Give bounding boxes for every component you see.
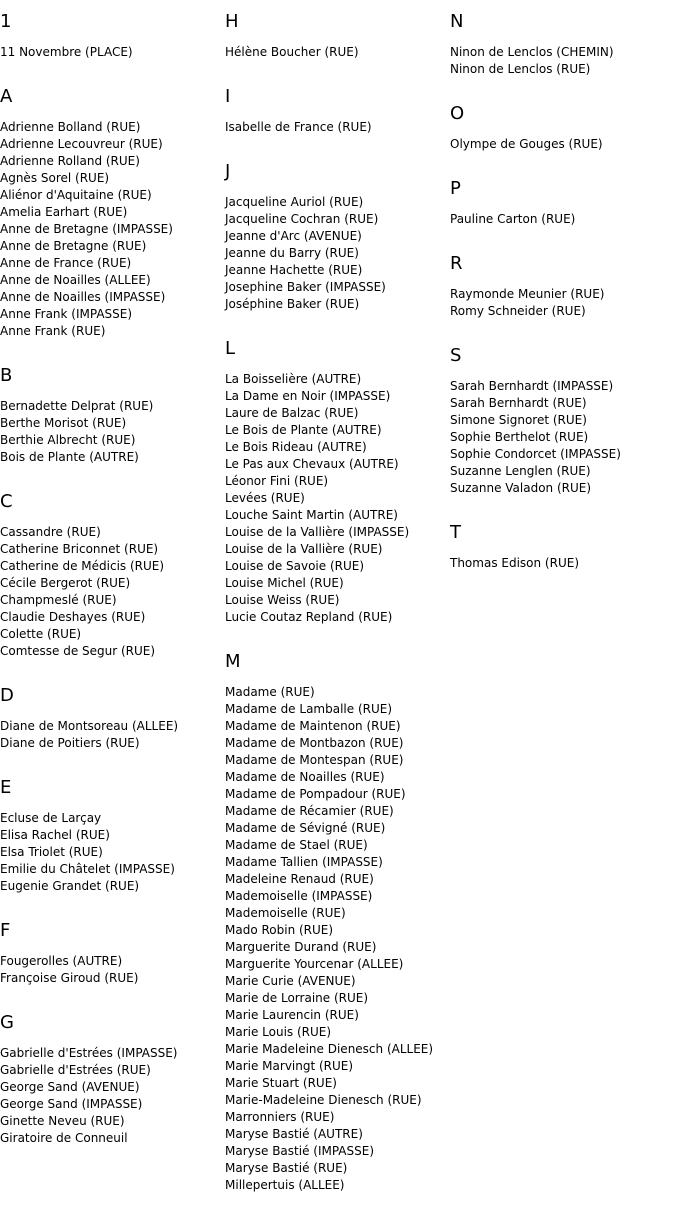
letter-heading: P: [450, 178, 461, 199]
street-link[interactable]: Madame (RUE): [225, 685, 315, 699]
street-link[interactable]: Levées (RUE): [225, 491, 305, 505]
street-link[interactable]: Sarah Bernhardt (IMPASSE): [450, 379, 614, 393]
street-link[interactable]: Louche Saint Martin (AUTRE): [225, 508, 398, 522]
street-link[interactable]: Diane de Montsoreau (ALLEE): [0, 719, 179, 733]
street-link[interactable]: Berthe Morisot (RUE): [0, 416, 127, 430]
street-link[interactable]: Marguerite Yourcenar (ALLEE): [225, 957, 404, 971]
street-link[interactable]: Madame de Stael (RUE): [225, 838, 368, 852]
street-link[interactable]: Suzanne Lenglen (RUE): [450, 464, 591, 478]
street-link[interactable]: Gabrielle d'Estrées (IMPASSE): [0, 1046, 178, 1060]
letter-group: [450, 252, 674, 320]
street-link[interactable]: Sarah Bernhardt (RUE): [450, 396, 587, 410]
street-link[interactable]: Louise Michel (RUE): [225, 576, 344, 590]
street-list: [0, 44, 224, 61]
street-link[interactable]: Eugenie Grandet (RUE): [0, 879, 140, 893]
street-link[interactable]: Marie Madeleine Dienesch (ALLEE): [225, 1042, 434, 1056]
street-link[interactable]: Mado Robin (RUE): [225, 923, 334, 937]
street-link[interactable]: Elsa Triolet (RUE): [0, 845, 103, 859]
letter-heading: E: [0, 777, 12, 798]
street-link[interactable]: Marie de Lorraine (RUE): [225, 991, 369, 1005]
street-link[interactable]: Mademoiselle (RUE): [225, 906, 346, 920]
street-link[interactable]: Diane de Poitiers (RUE): [0, 736, 140, 750]
street-link[interactable]: Laure de Balzac (RUE): [225, 406, 359, 420]
street-link[interactable]: Marronniers (RUE): [225, 1110, 335, 1124]
letter-heading: 1: [0, 11, 12, 32]
street-link[interactable]: Hélène Boucher (RUE): [225, 45, 359, 59]
letter-heading: M: [225, 651, 241, 672]
street-link[interactable]: Françoise Giroud (RUE): [0, 971, 139, 985]
street-link[interactable]: Louise de la Vallière (RUE): [225, 542, 383, 556]
letter-heading: G: [0, 1012, 14, 1033]
street-link[interactable]: Josephine Baker (IMPASSE): [225, 280, 386, 294]
street-list: [450, 286, 674, 320]
street-list: [450, 555, 674, 572]
street-link[interactable]: Cassandre (RUE): [0, 525, 101, 539]
street-link[interactable]: Comtesse de Segur (RUE): [0, 644, 156, 658]
street-link[interactable]: Marguerite Durand (RUE): [225, 940, 377, 954]
street-link[interactable]: Ninon de Lenclos (RUE): [450, 62, 591, 76]
street-link[interactable]: Emilie du Châtelet (IMPASSE): [0, 862, 175, 876]
street-link[interactable]: Pauline Carton (RUE): [450, 212, 576, 226]
street-link[interactable]: Maryse Bastié (AUTRE): [225, 1127, 363, 1141]
street-link[interactable]: Madame de Montbazon (RUE): [225, 736, 404, 750]
street-link[interactable]: Catherine de Médicis (RUE): [0, 559, 165, 573]
street-list: [225, 194, 449, 313]
street-list: [450, 136, 674, 153]
street-link[interactable]: Louise de la Vallière (IMPASSE): [225, 525, 410, 539]
street-link[interactable]: Berthie Albrecht (RUE): [0, 433, 136, 447]
street-link[interactable]: Aliénor d'Aquitaine (RUE): [0, 188, 152, 202]
street-link[interactable]: Colette (RUE): [0, 627, 82, 641]
letter-group: [0, 10, 224, 61]
street-link[interactable]: Anne de Noailles (IMPASSE): [0, 290, 166, 304]
letter-group: [225, 160, 449, 313]
street-link[interactable]: Claudie Deshayes (RUE): [0, 610, 146, 624]
street-list: [0, 1045, 224, 1147]
letter-heading: D: [0, 685, 14, 706]
letter-heading: T: [450, 522, 461, 543]
letter-group: [0, 776, 224, 895]
street-link[interactable]: Le Bois Rideau (AUTRE): [225, 440, 367, 454]
street-link[interactable]: Jeanne du Barry (RUE): [225, 246, 359, 260]
street-list: [0, 718, 224, 752]
street-link[interactable]: Sophie Condorcet (IMPASSE): [450, 447, 621, 461]
street-link[interactable]: Madeleine Renaud (RUE): [225, 872, 374, 886]
street-link[interactable]: Maryse Bastié (RUE): [225, 1161, 348, 1175]
street-link[interactable]: Madame de Pompadour (RUE): [225, 787, 406, 801]
letter-group: [450, 10, 674, 78]
letter-group: [0, 364, 224, 466]
street-list: [225, 44, 449, 61]
street-link[interactable]: Suzanne Valadon (RUE): [450, 481, 592, 495]
letter-heading: O: [450, 103, 465, 124]
street-link[interactable]: Simone Signoret (RUE): [450, 413, 587, 427]
letter-heading: L: [225, 338, 236, 359]
street-link[interactable]: Madame de Sévigné (RUE): [225, 821, 386, 835]
street-link[interactable]: Fougerolles (AUTRE): [0, 954, 123, 968]
street-link[interactable]: Cécile Bergerot (RUE): [0, 576, 131, 590]
street-list: [0, 524, 224, 660]
street-link[interactable]: Amelia Earhart (RUE): [0, 205, 128, 219]
street-link[interactable]: Ninon de Lenclos (CHEMIN): [450, 45, 614, 59]
street-link[interactable]: Madame Tallien (IMPASSE): [225, 855, 383, 869]
street-list: [450, 44, 674, 78]
street-link[interactable]: Raymonde Meunier (RUE): [450, 287, 605, 301]
street-list: [225, 119, 449, 136]
letter-group: [0, 490, 224, 660]
street-list: [450, 211, 674, 228]
street-link[interactable]: Ecluse de Larçay: [0, 811, 102, 825]
street-link[interactable]: Jeanne Hachette (RUE): [225, 263, 363, 277]
street-list: [450, 378, 674, 497]
letter-heading: I: [225, 86, 231, 107]
street-link[interactable]: Marie Louis (RUE): [225, 1025, 332, 1039]
street-link[interactable]: Léonor Fini (RUE): [225, 474, 329, 488]
street-link[interactable]: Marie Curie (AVENUE): [225, 974, 356, 988]
street-link[interactable]: Le Pas aux Chevaux (AUTRE): [225, 457, 399, 471]
street-link[interactable]: Giratoire de Conneuil: [0, 1131, 128, 1145]
street-link[interactable]: Marie Marvingt (RUE): [225, 1059, 354, 1073]
letter-group: [225, 10, 449, 61]
street-link[interactable]: Bernadette Delprat (RUE): [0, 399, 154, 413]
letter-heading: F: [0, 920, 11, 941]
street-link[interactable]: Elisa Rachel (RUE): [0, 828, 110, 842]
letter-group: [0, 1011, 224, 1147]
street-link[interactable]: Louise Weiss (RUE): [225, 593, 340, 607]
street-link[interactable]: Anne Frank (IMPASSE): [0, 307, 133, 321]
street-link[interactable]: Louise de Savoie (RUE): [225, 559, 365, 573]
street-list: [225, 684, 449, 1194]
street-link[interactable]: Millepertuis (ALLEE): [225, 1178, 345, 1192]
street-link[interactable]: Anne de Bretagne (RUE): [0, 239, 147, 253]
street-link[interactable]: Joséphine Baker (RUE): [225, 297, 360, 311]
letter-group: [225, 337, 449, 626]
letter-heading: A: [0, 86, 13, 107]
street-link[interactable]: Champmeslé (RUE): [0, 593, 117, 607]
street-link[interactable]: George Sand (IMPASSE): [0, 1097, 143, 1111]
street-link[interactable]: Marie Laurencin (RUE): [225, 1008, 359, 1022]
street-link[interactable]: Anne de Noailles (ALLEE): [0, 273, 151, 287]
street-link[interactable]: Gabrielle d'Estrées (RUE): [0, 1063, 151, 1077]
letter-group: [225, 85, 449, 136]
letter-heading: R: [450, 253, 463, 274]
letter-heading: S: [450, 345, 462, 366]
street-link[interactable]: Marie Stuart (RUE): [225, 1076, 337, 1090]
street-link[interactable]: Jacqueline Auriol (RUE): [225, 195, 364, 209]
index-column-1: [0, 10, 224, 1171]
letter-heading: N: [450, 11, 464, 32]
street-link[interactable]: Adrienne Rolland (RUE): [0, 154, 140, 168]
letter-heading: C: [0, 491, 13, 512]
letter-heading: J: [225, 161, 231, 182]
letter-group: [0, 919, 224, 987]
street-link[interactable]: Olympe de Gouges (RUE): [450, 137, 603, 151]
street-list: [0, 810, 224, 895]
street-link[interactable]: Agnès Sorel (RUE): [0, 171, 110, 185]
street-link[interactable]: Marie-Madeleine Dienesch (RUE): [225, 1093, 422, 1107]
street-link[interactable]: Lucie Coutaz Repland (RUE): [225, 610, 393, 624]
street-link[interactable]: Catherine Briconnet (RUE): [0, 542, 159, 556]
letter-group: [450, 521, 674, 572]
street-link[interactable]: Jeanne d'Arc (AVENUE): [225, 229, 362, 243]
street-link[interactable]: Sophie Berthelot (RUE): [450, 430, 589, 444]
street-link[interactable]: Jacqueline Cochran (RUE): [225, 212, 379, 226]
street-link[interactable]: Anne de France (RUE): [0, 256, 132, 270]
street-link[interactable]: Isabelle de France (RUE): [225, 120, 372, 134]
street-link[interactable]: 11 Novembre (PLACE): [0, 45, 133, 59]
letter-group: [0, 684, 224, 752]
letter-heading: B: [0, 365, 13, 386]
street-link[interactable]: Madame de Lamballe (RUE): [225, 702, 393, 716]
street-link[interactable]: Anne Frank (RUE): [0, 324, 106, 338]
street-link[interactable]: Madame de Montespan (RUE): [225, 753, 404, 767]
street-link[interactable]: George Sand (AVENUE): [0, 1080, 140, 1094]
index-column-2: [225, 10, 449, 1218]
street-link[interactable]: Romy Schneider (RUE): [450, 304, 586, 318]
street-link[interactable]: Madame de Récamier (RUE): [225, 804, 394, 818]
street-link[interactable]: Ginette Neveu (RUE): [0, 1114, 125, 1128]
street-link[interactable]: Madame de Noailles (RUE): [225, 770, 385, 784]
street-link[interactable]: Madame de Maintenon (RUE): [225, 719, 401, 733]
street-link[interactable]: Le Bois de Plante (AUTRE): [225, 423, 382, 437]
street-link[interactable]: Adrienne Bolland (RUE): [0, 120, 141, 134]
street-list: [0, 398, 224, 466]
street-link[interactable]: Anne de Bretagne (IMPASSE): [0, 222, 173, 236]
letter-group: [225, 650, 449, 1194]
street-link[interactable]: La Dame en Noir (IMPASSE): [225, 389, 391, 403]
street-link[interactable]: Adrienne Lecouvreur (RUE): [0, 137, 163, 151]
letter-group: [450, 177, 674, 228]
letter-group: [450, 344, 674, 497]
street-list: [0, 119, 224, 340]
street-link[interactable]: Mademoiselle (IMPASSE): [225, 889, 373, 903]
street-link[interactable]: Maryse Bastié (IMPASSE): [225, 1144, 375, 1158]
street-link[interactable]: La Boisselière (AUTRE): [225, 372, 362, 386]
index-column-3: [450, 10, 674, 596]
letter-group: [450, 102, 674, 153]
street-list: [0, 953, 224, 987]
letter-group: [0, 85, 224, 340]
street-list: [225, 371, 449, 626]
street-link[interactable]: Thomas Edison (RUE): [450, 556, 579, 570]
letter-heading: H: [225, 11, 239, 32]
street-link[interactable]: Bois de Plante (AUTRE): [0, 450, 139, 464]
